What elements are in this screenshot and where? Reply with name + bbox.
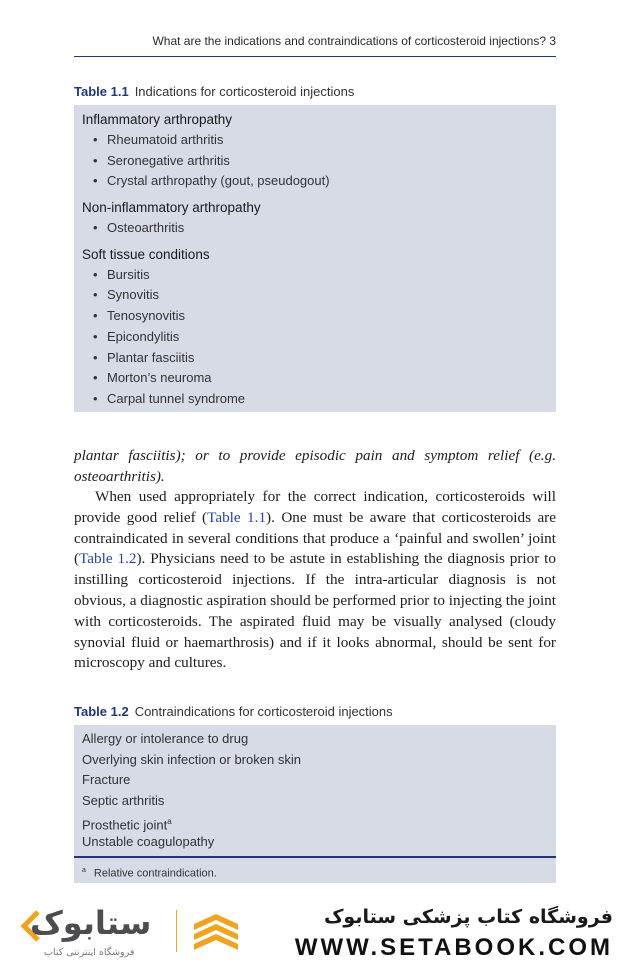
table-row: Fracture <box>82 772 131 788</box>
table-row: Septic arthritis <box>82 793 165 809</box>
table1-box <box>74 105 556 412</box>
bullet-icon: • <box>93 390 98 406</box>
table1-label: Table 1.1 <box>74 84 129 99</box>
list-item: • Synovitis <box>74 285 556 306</box>
group-title: Inflammatory arthropathy <box>82 112 233 127</box>
table2-title: Contraindications for corticosteroid injections <box>134 704 393 719</box>
list-item: • Osteoarthritis <box>74 218 556 239</box>
list-item: • Plantar fasciitis <box>74 348 556 369</box>
table2-link[interactable]: Table 1.2 <box>79 550 137 568</box>
list-item: • Bursitis <box>74 265 556 286</box>
group-title: Non-inflammatory arthropathy <box>82 200 261 216</box>
list-item: • Epicondylitis <box>74 327 556 348</box>
bullet-icon: • <box>93 328 98 344</box>
bullet-icon: • <box>93 266 98 282</box>
bullet-icon: • <box>93 308 98 324</box>
bullet-icon: • <box>93 152 98 168</box>
table-row: Allergy or intolerance to drug <box>82 731 249 746</box>
table1-title: Indications for corticosteroid injections <box>134 84 355 99</box>
bullet-icon: • <box>93 287 98 303</box>
group-title: Soft tissue conditions <box>82 246 210 262</box>
table-row: Unstable coagulopathy <box>82 834 215 850</box>
list-item: • Tenosynovitis <box>74 306 556 327</box>
bullet-icon: • <box>93 349 98 365</box>
table2-box <box>74 725 556 883</box>
table2-caption <box>74 704 393 719</box>
shop-title: فروشگاه کتاب پزشکی ستابوک <box>323 906 613 928</box>
table-row: Prosthetic joint$^a$ <box>82 816 172 833</box>
table-row: Overlying skin infection or broken skin <box>82 751 301 767</box>
divider <box>176 910 177 952</box>
italic-continuation: plantar fasciitis); or to provide episodic pain and symptom relief (e.g. osteoarthritis). <box>74 447 556 485</box>
list-item: • Crystal arthropathy (gout, pseudogout) <box>74 171 556 192</box>
logo-wordmark: ستابوک <box>30 904 152 942</box>
body-paragraph: When used appropriately for the correct indication, corticosteroids will provide good relief (Table 1.1). One must be aware that corticosteroids are contraindicated in several conditions that produce a ‘painful and swollen’ joint (Table 1.2). Physicians need to be astute in establishing the diagnosis prior to instilling corticosteroid injections. If the intra-articular diagnosis is not obvious, a diagnostic aspiration should be performed prior to injecting the joint with corticosteroids. The aspirated fluid may be visually analysed (cloudy synovial fluid or haemarthrosis) and if it looks abnormal, should be sent for microscopy and cultures. <box>74 488 556 672</box>
footnote-marker: a <box>167 816 172 826</box>
watermark-banner <box>0 896 629 966</box>
list-item: • Morton’s neuroma <box>74 368 556 389</box>
table1-caption <box>74 84 354 99</box>
table-footnote: $^a$ Relative contraindication. <box>74 856 556 885</box>
bullet-icon: • <box>93 370 98 386</box>
list-item: • Seronegative arthritis <box>74 151 556 172</box>
logo-subtitle: فروشگاه اینترنتی کتاب <box>44 947 135 958</box>
running-head: What are the indications and contraindications of corticosteroid injections? 3 <box>74 30 556 57</box>
table1-link[interactable]: Table 1.1 <box>207 508 267 526</box>
list-item: • Carpal tunnel syndrome <box>74 389 556 410</box>
bullet-icon: • <box>93 173 98 189</box>
bullet-icon: • <box>93 132 98 147</box>
bullet-icon: • <box>93 220 98 236</box>
list-item: • Rheumatoid arthritis <box>74 130 556 151</box>
table2-label: Table 1.2 <box>74 704 129 719</box>
shop-url-link[interactable]: WWW.SETABOOK.COM <box>294 934 613 961</box>
